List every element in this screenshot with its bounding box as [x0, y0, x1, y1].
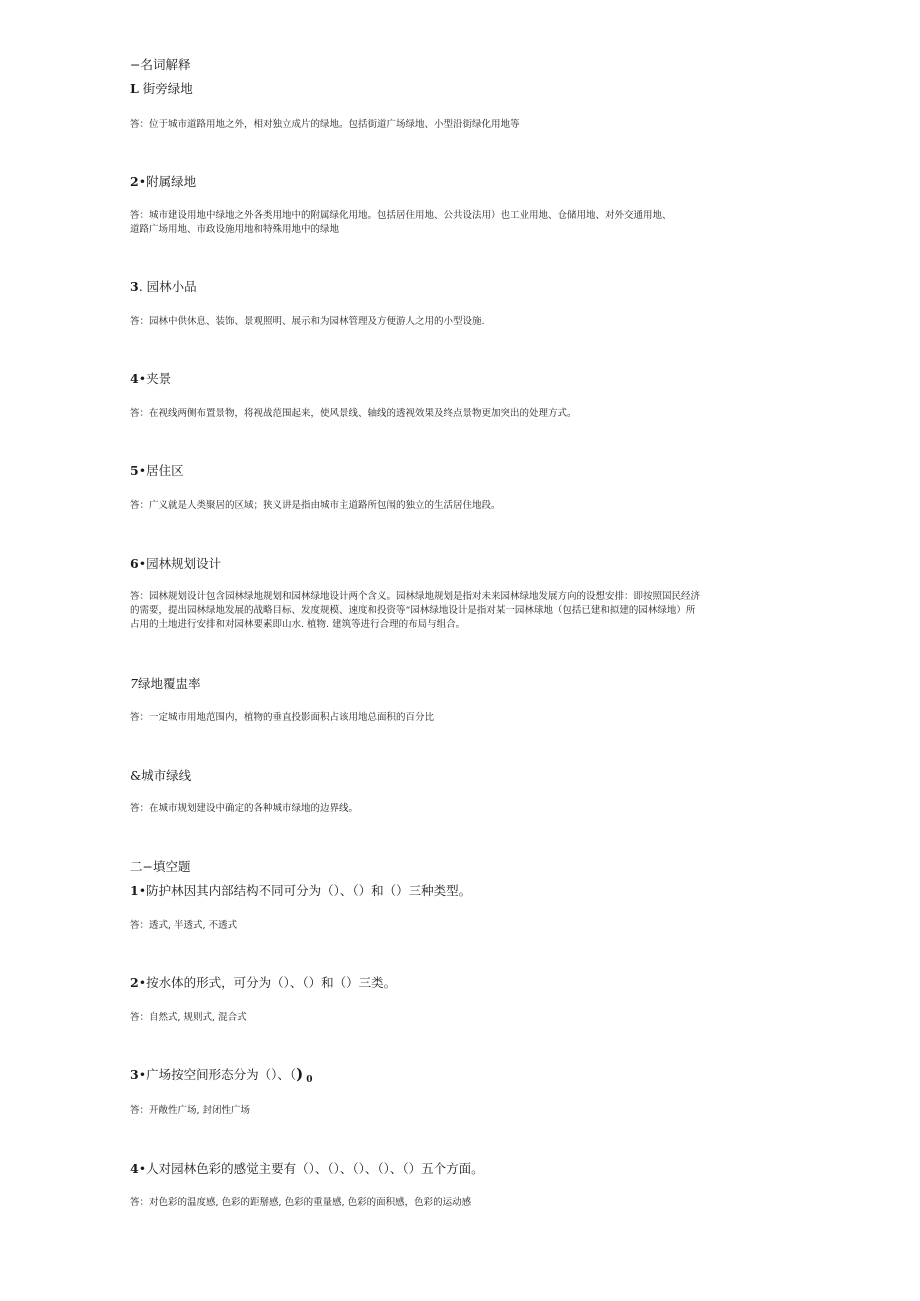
question-number: 3: [130, 1067, 139, 1082]
term-number: 4: [130, 371, 139, 386]
term-number: 5: [130, 463, 139, 478]
term-3: [130, 277, 197, 295]
term-label: •园林规划设计: [138, 556, 222, 571]
term-2: [130, 172, 196, 190]
question-tail-sub: 0: [306, 1075, 313, 1085]
question-number: 2: [130, 975, 139, 990]
term-label: 绿地覆盅率: [137, 676, 201, 691]
fill-answer-2: 答：自然式, 规则式, 混合式: [130, 1012, 247, 1023]
question-text: •按水体的形式，可分为（）、（）和（）三类。: [138, 975, 397, 990]
fill-answer-3: 答：开敞性广场, 封闭性广场: [130, 1105, 251, 1116]
term-number: 2: [130, 174, 139, 189]
answer-4: 答：在视线两侧布置景物，将视战范围起来，使风景线、轴线的透视效果及终点景物更加突出的处理方式。: [130, 408, 577, 419]
question-text: •广场按空间形态分为（）、（: [138, 1067, 297, 1082]
answer-2-line-1: 答：城市建设用地中绿地之外各类用地中的附属绿化用地。包括居住用地、公共设法用）也工业用地、仓储用地、对外交通用地、: [130, 210, 672, 221]
term-number: 7: [130, 676, 138, 691]
term-label: •夹景: [138, 371, 172, 386]
term-4: [130, 369, 171, 387]
term-5: [130, 461, 184, 479]
term-label: •附属绿地: [138, 174, 197, 189]
question-1: [130, 881, 471, 899]
question-2: [130, 973, 396, 991]
term-1: [130, 79, 193, 97]
question-3: [130, 1065, 312, 1083]
answer-2-line-2: 道路广场用地、市政设施用地和特殊用地中的绿地: [130, 224, 340, 235]
term-label: &城市绿线: [130, 768, 192, 783]
question-text: •防护林因其内部结构不同可分为（）、（）和（）三种类型。: [138, 883, 472, 898]
answer-8: 答：在城市规划建设中确定的各种城市绿地的边界线。: [130, 803, 359, 814]
term-6: [130, 554, 221, 572]
answer-6-line-2: 的需要，提出园林绿地发展的战略目标、发度规模、速度和投资等“园林绿地设计是指对某一园林球地（包括已建和拟建的园林绿地）所: [130, 605, 696, 616]
answer-5: 答：广义就是人类聚居的区域；狭义讲是指由城市主道路所包闱的独立的生活居住地段。: [130, 500, 501, 511]
question-text: •人对园林色彩的感觉主要有（）、（）、（）、（）、（）五个方面。: [138, 1161, 484, 1176]
question-number: 4: [130, 1161, 139, 1176]
term-8: [130, 766, 191, 784]
term-7: [130, 674, 200, 692]
answer-1: 答：位于城市道路用地之外，相对独立成片的绿地。包括街道广场绿地、小型沿街绿化用地等: [130, 119, 520, 130]
question-number: 1: [130, 883, 139, 898]
term-label: . 园林小品: [138, 279, 197, 294]
answer-7: 答：一定城市用地范围内，植物的垂直投影面积占该用地总面积的百分比: [130, 712, 435, 723]
question-4: [130, 1159, 484, 1177]
term-label: •居住区: [138, 463, 184, 478]
section-title-definitions: −名词解释: [130, 57, 191, 72]
fill-answer-4: 答：对色彩的温度感, 色彩的距掰感, 色彩的重量感, 色彩的面积感，色彩的运动感: [130, 1197, 472, 1208]
term-number: 6: [130, 556, 139, 571]
section-title-fill-in: 二−填空题: [130, 859, 191, 874]
term-number: 3: [130, 279, 139, 294]
answer-6-line-1: 答：园林规划设计包含园林绿地规划和园林绿地设计两个含义。园林绿地规划是指对未来园林绿地发展方向的设想安排：即按照国民经济: [130, 591, 701, 602]
term-number: L: [130, 81, 139, 96]
term-label: 街旁绿地: [138, 81, 193, 96]
answer-6-line-3: 占用的土地进行安排和对园林要素即山水. 植物. 建筑等进行合理的布局与组合。: [130, 619, 466, 630]
question-tail: ): [296, 1065, 304, 1083]
answer-3: 答：园林中供休息、装饰、景观照明、展示和为园林管理及方便游人之用的小型设施.: [130, 316, 485, 327]
fill-answer-1: 答：透式, 半透式, 不透式: [130, 920, 238, 931]
